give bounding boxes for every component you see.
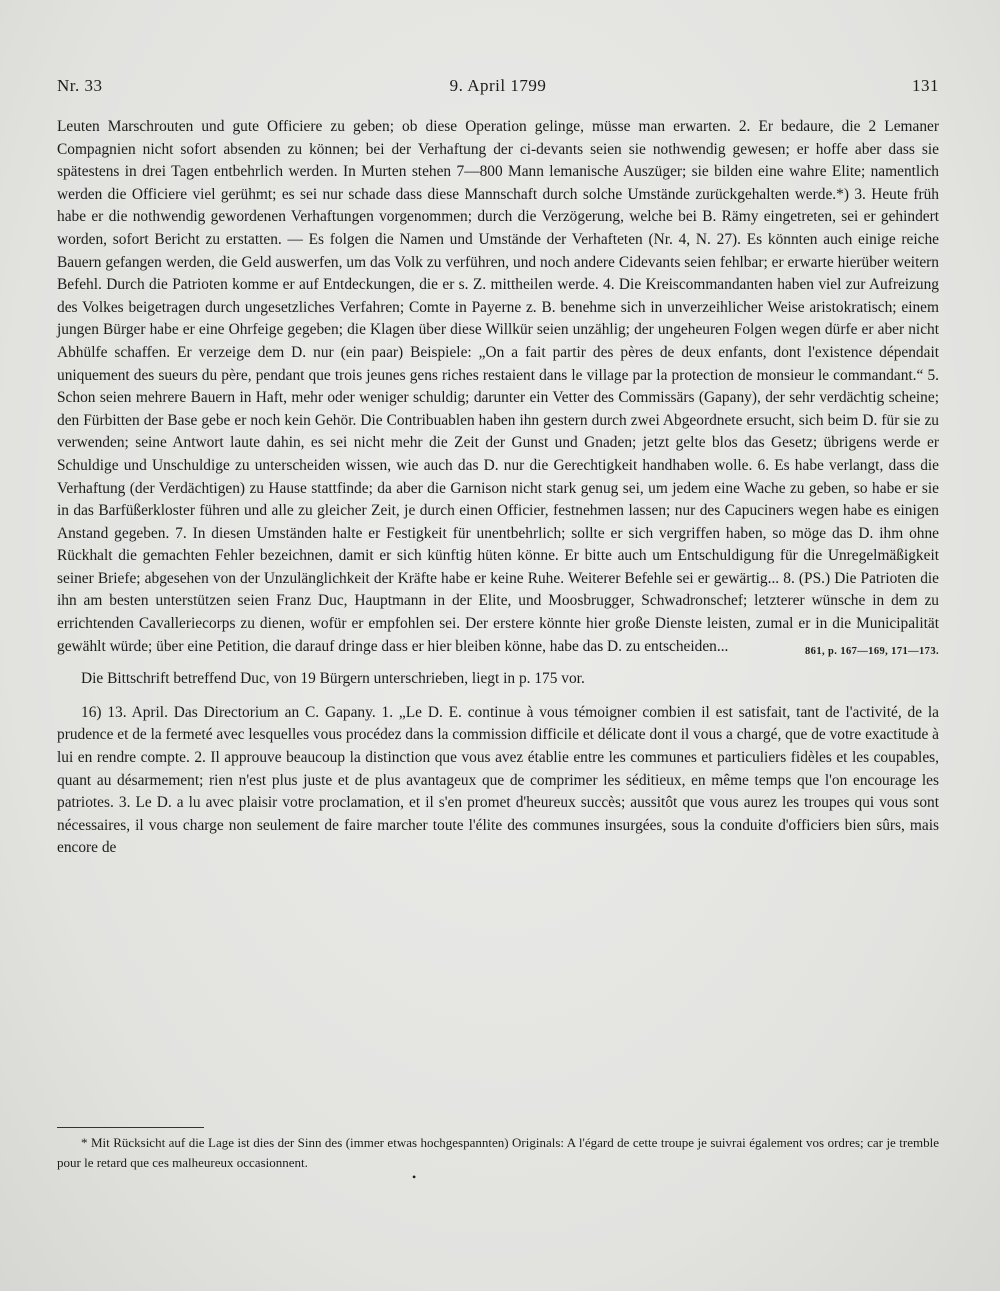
paragraph-text: Leuten Marschrouten und gute Officiere zu geben; ob diese Operation gelinge, müsse man erwarten. 2. Er bedaure, die 2 Lemaner Compagnien nicht sofort absenden zu können; bei der Verhaftung der ci-devants seien sie nothwendig gewesen; er hoffe aber dass sie spätestens in drei Tagen entbehrlich werden. In Murten stehen 7—800 Mann lemanische Auszüger; sie bilden eine wahre Elite; namentlich werden die Officiere viel gerühmt; es sei nur schade dass diese Mannschaft durch solche Umstände zurückgehalten werde.*) 3. Heute früh habe er die nothwendig gewordenen Verhaftungen vorgenommen; durch die Verzögerung, welche bei B. Rämy eingetreten, sei er gehindert worden, sofort Bericht zu erstatten. — Es folgen die Namen und Umstände der Verhafteten (Nr. 4, N. 27). Es könnten auch einige reiche Bauern gefangen werden, die Geld auswerfen, um das Volk zu verführen, und noch andere Cidevants seien fehlbar; er erwarte hierüber weitern Befehl. Durch die Patrioten komme er auf Entdeckungen, die er s. Z. mittheilen werde. 4. Die Kreiscommandanten haben viel zur Aufreizung des Volkes beigetragen durch ungesetzliches Verfahren; Comte in Payerne z. B. benehme sich in unverzeihlicher Weise aristokratisch; einem jungen Bürger habe er eine Ohrfeige gegeben; die Klagen über diese Willkür seien unzählig; der ungeheuren Folgen wegen dürfe er aber nicht Abhülfe schaffen. Er verzeige dem D. nur (ein paar) Beispiele: „On a fait partir des pères de deux enfants, dont l'existence dépendait uniquement des sueurs du père, pendant que trois jeunes gens riches restaient dans le village par la protection de monsieur le commandant.“ 5. Schon seien mehrere Bauern in Haft, mehr oder weniger schuldig; darunter ein Vetter des Commissärs (Gapany), der sehr verdächtig scheine; den Fürbitten der Base gebe er noch kein Gehör. Die Contribuablen haben ihn gestern durch zwei Abgeordnete ersucht, sich beim D. für sie zu verwenden; seine Antwort laute dahin, es sei nicht mehr die Zeit der Gunst und Gnaden; jetzt gelte blos das Gesetz; übrigens werde er Schuldige und Unschuldige zu unterscheiden wissen, wie auch das D. nur die Gerechtigkeit handhaben wolle. 6. Es habe verlangt, dass die Verhaftung (der Verdächtigen) zu Hause stattfinde; da aber die Garnison nicht stark genug sei, um jedem eine Wache zu geben, so habe er sie in das Barfüßerkloster führen und alle zu gleicher Zeit, je durch einen Officier, festnehmen lassen; nur des Capuciners wegen habe es einigen Anstand gegeben. 7. In diesen Umständen halte er Festigkeit für unentbehrlich; sollte er sich vergriffen haben, so möge das D. ihm ohne Rückhalt die gemachten Fehler bezeichnen, damit er sich künftig hüten könne. Er bitte auch um Entschuldigung für die Unregelmäßigkeit seiner Briefe; abgesehen von der Unzulänglichkeit der Kräfte habe er keine Ruhe. Weiterer Befehle sei er gewärtig... 8. (PS.) Die Patrioten die ihn am besten unterstützen seien Franz Duc, Hauptmann in der Elite, und Moosbrugger, Schwadronschef; letzterer wünsche in dem zu errichtenden Cavalleriecorps zu dienen, wofür er empfohlen sei. Der erstere könnte hier große Dienste leisten, zumal er in die Municipalität gewählt würde; über eine Petition, die darauf dringe dass er hier bleiben könne, habe das D. zu entscheiden...: [57, 118, 939, 655]
note-line: Die Bittschrift betreffend Duc, von 19 Bürgern unterschrieben, liegt in p. 175 vor.: [81, 670, 585, 688]
page-mark: •: [412, 1170, 417, 1184]
page-number: 131: [912, 76, 939, 95]
footnote: * Mit Rücksicht auf die Lage ist dies der Sinn des (immer etwas hochgespannten) Originals: A l'égard de cette troupe je suivrai également vos ordres; car je tremble pour le retard que ces malheureux occasionnent.: [57, 1135, 939, 1170]
header-date: 9. April 1799: [449, 76, 547, 95]
document-number: Nr. 33: [57, 76, 103, 95]
main-text: [57, 116, 939, 860]
body-paragraph-2: 16) 13. April. Das Directorium an C. Gapany. 1. „Le D. E. continue à vous témoigner combien il est satisfait, tant de l'activité, de la prudence et de la fermeté avec lesquelles vous procédez dans la commission difficile et délicate dont il vous a chargé, que de votre exactitude à lui en rendre compte. 2. Il approuve beaucoup la distinction que vous avez établie entre les communes et particuliers fidèles et les coupables, quant au désarmement; rien n'est plus juste et de plus avantageux que de comprimer les séditieux, en même temps que l'on encourage les patriotes. 3. Le D. a lu avec plaisir votre proclamation, et il s'en promet d'heureux succès; aussitôt que vous aurez les troupes qui vous sont nécessaires, il vous charge non seulement de faire marcher toute l'élite des communes insurgées, sous la conduite d'officiers bien sûrs, mais encore de: [57, 703, 939, 857]
footnote-rule: [57, 1127, 204, 1128]
running-header: [57, 76, 939, 102]
body-paragraph-1: [57, 116, 939, 658]
source-citation: 861, p. 167—169, 171—173.: [805, 645, 939, 657]
